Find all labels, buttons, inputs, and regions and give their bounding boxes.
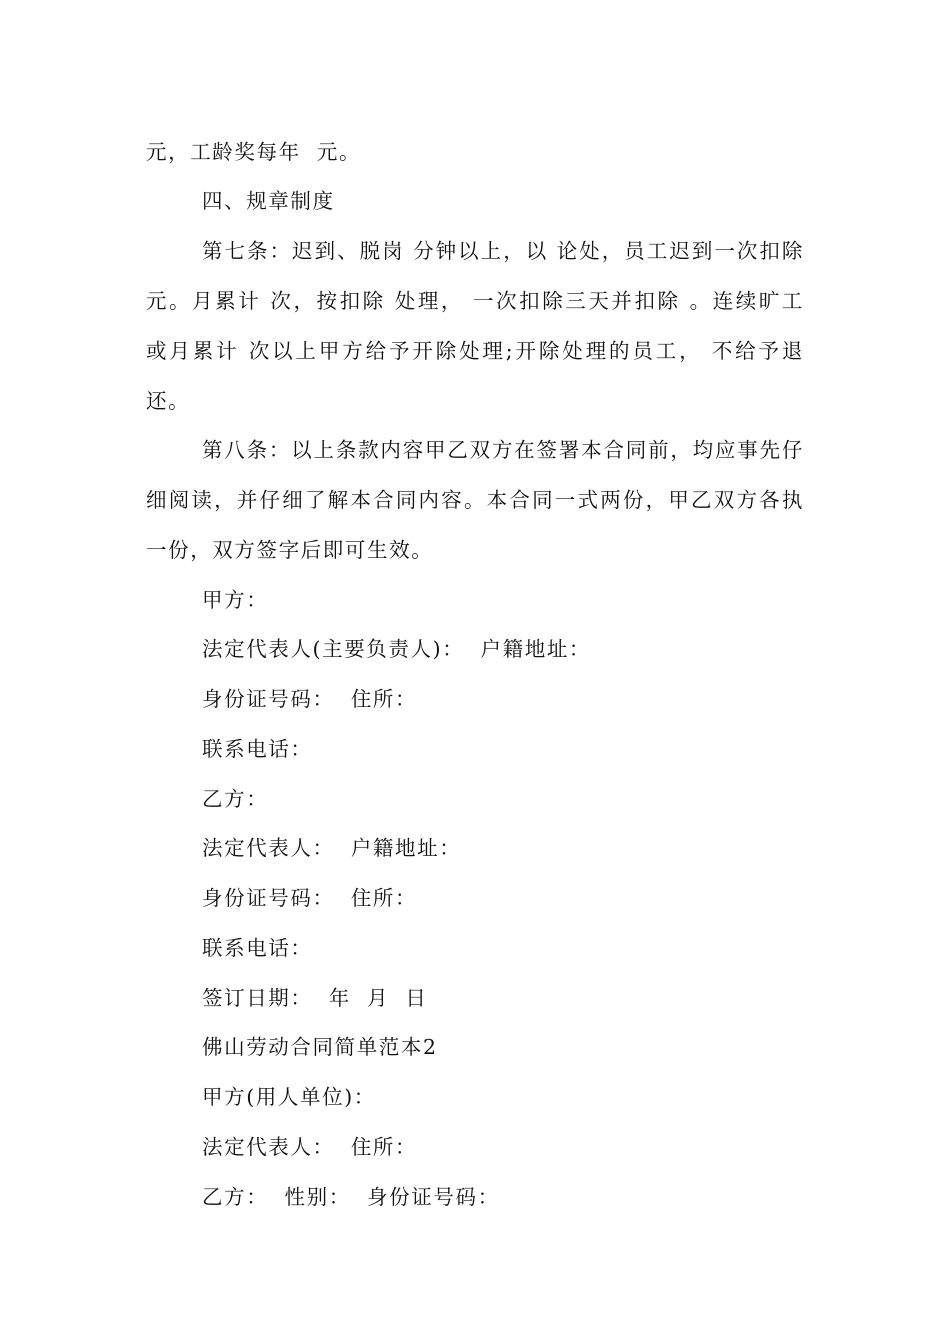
article-7-line-3: 或月累计 次以上甲方给予开除处理;开除处理的员工， 不给予退 [146, 339, 805, 363]
employee-info: 乙方： 性别： 身份证号码： [202, 1185, 500, 1209]
signing-date: 签订日期： 年 月 日 [202, 986, 428, 1010]
party-a-label: 甲方： [202, 588, 269, 612]
party-b-representative: 法定代表人： 户籍地址： [202, 836, 462, 860]
template-title: 佛山劳动合同简单范本2 [202, 1035, 438, 1059]
article-8-line-3: 一份，双方签字后即可生效。 [146, 538, 434, 562]
party-a-representative: 法定代表人(主要负责人)： 户籍地址： [202, 637, 592, 661]
party-a-id-number: 身份证号码： 住所： [202, 687, 418, 711]
party-b-label: 乙方： [202, 787, 269, 811]
employer-label: 甲方(用人单位)： [202, 1085, 376, 1109]
article-8-line-1: 第八条：以上条款内容甲乙双方在签署本合同前，均应事先仔 [202, 438, 804, 462]
paragraph-line: 元，工龄奖每年 元。 [146, 140, 362, 164]
employer-representative: 法定代表人： 住所： [202, 1135, 418, 1159]
party-b-id-number: 身份证号码： 住所： [202, 886, 418, 910]
article-7-line-2: 元。月累计 次，按扣除 处理， 一次扣除三天并扣除 。连续旷工 [146, 289, 804, 313]
party-b-phone: 联系电话： [202, 936, 313, 960]
article-7-line-4: 还。 [146, 389, 191, 413]
section-heading: 四、规章制度 [202, 189, 335, 213]
article-8-line-2: 细阅读，并仔细了解本合同内容。本合同一式两份，甲乙双方各执 [146, 488, 804, 512]
party-a-phone: 联系电话： [202, 737, 313, 761]
article-7-line-1: 第七条：迟到、脱岗 分钟以上，以 论处，员工迟到一次扣除 [202, 239, 804, 263]
